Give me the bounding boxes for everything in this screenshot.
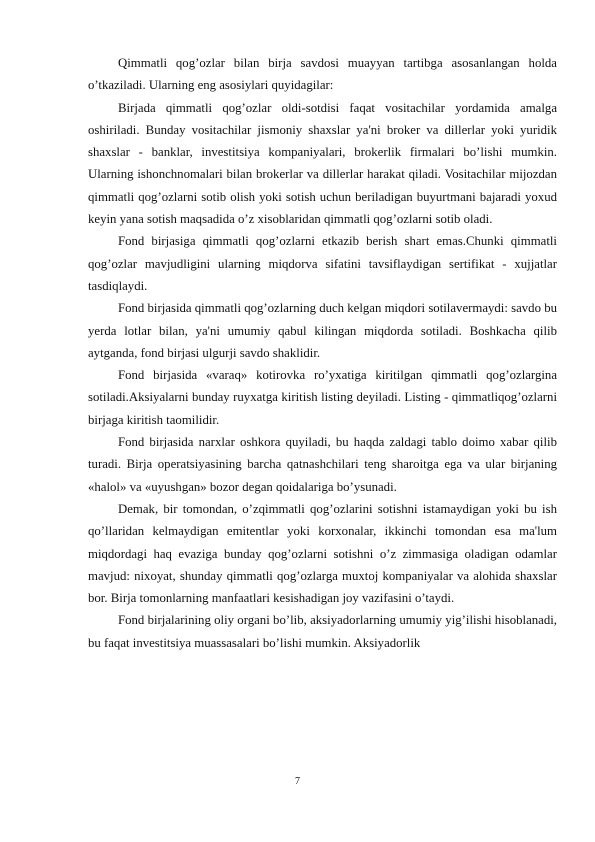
- paragraph-3: Fond birjasiga qimmatli qog’ozlarni etkazib berish shart emas.Chunki qimmatli qog’ozlar mavjudligini ularning miqdorva sifatini tavsiflaydigan sertifikat - xujjatlar tasdiqlaydi.: [88, 234, 557, 293]
- paragraph-7: Demak, bir tomondan, o’zqimmatli qog’ozlarini sotishni istamaydigan yoki bu ish qo’llaridan kelmaydigan emitentlar yoki korxonalar, ikkinchi tomondan esa ma'lum miqdordagi haq evaziga bunday qog’ozlarni sotishni o’z zimmasiga oladigan odamlar mavjud: nixoyat, shunday qimmatli qog’ozlarga muxtoj kompaniyalar va alohida shaxslar bor. Birja tomonlarning manfaatlari kesishadigan joy vazifasini o’taydi.: [88, 501, 557, 606]
- paragraph-1: Qimmatli qog’ozlar bilan birja savdosi muayyan tartibga asosanlangan holda o’tkaziladi. Ularning eng asosiylari quyidagilar:: [88, 56, 557, 93]
- page-body: [88, 52, 557, 654]
- page-number: 7: [295, 776, 300, 787]
- paragraph-6: Fond birjasida narxlar oshkora quyiladi, bu haqda zaldagi tablo doimo xabar qilib turadi. Birja operatsiyasining barcha qatnashchilari teng sharoitga ega va ular birjaning «halol» va «uyushgan» bozor degan qoidalariga bo’ysunadi.: [88, 435, 557, 494]
- paragraph-5: Fond birjasida «varaq» kotirovka ro’yxatiga kiritilgan qimmatli qog’ozlargina sotiladi.Aksiyalarni bunday ruyxatga kiritish listing deyiladi. Listing - qimmatliqog’ozlarni birjaga kiritish taomilidir.: [88, 368, 557, 427]
- paragraph-8: Fond birjalarining oliy organi bo’lib, aksiyadorlarning umumiy yig’ilishi hisoblanadi, bu faqat investitsiya muassasalari bo’lishi mumkin. Aksiyadorlik: [88, 613, 557, 650]
- paragraph-2: Birjada qimmatli qog’ozlar oldi-sotdisi faqat vositachilar yordamida amalga oshiriladi. Bunday vositachilar jismoniy shaxslar ya'ni broker va dillerlar yoki yuridik shaxslar - banklar, investitsiya kompaniyalari, brokerlik firmalari bo’lishi mumkin. Ularning ishonchnomalari bilan brokerlar va dillerlar harakat qiladi. Vositachilar mijozdan qimmatli qog’ozlarni sotib olish yoki sotish uchun beriladigan buyurtmani bajaradi yoxud keyin yana sotish maqsadida o’z xisoblaridan qimmatli qog’ozlarni sotib oladi.: [88, 100, 557, 227]
- paragraph-4: Fond birjasida qimmatli qog’ozlarning duch kelgan miqdori sotilavermaydi: savdo bu yerda lotlar bilan, ya'ni umumiy qabul kilingan miqdorda sotiladi. Boshkacha qilib aytganda, fond birjasi ulgurji savdo shaklidir.: [88, 301, 557, 360]
